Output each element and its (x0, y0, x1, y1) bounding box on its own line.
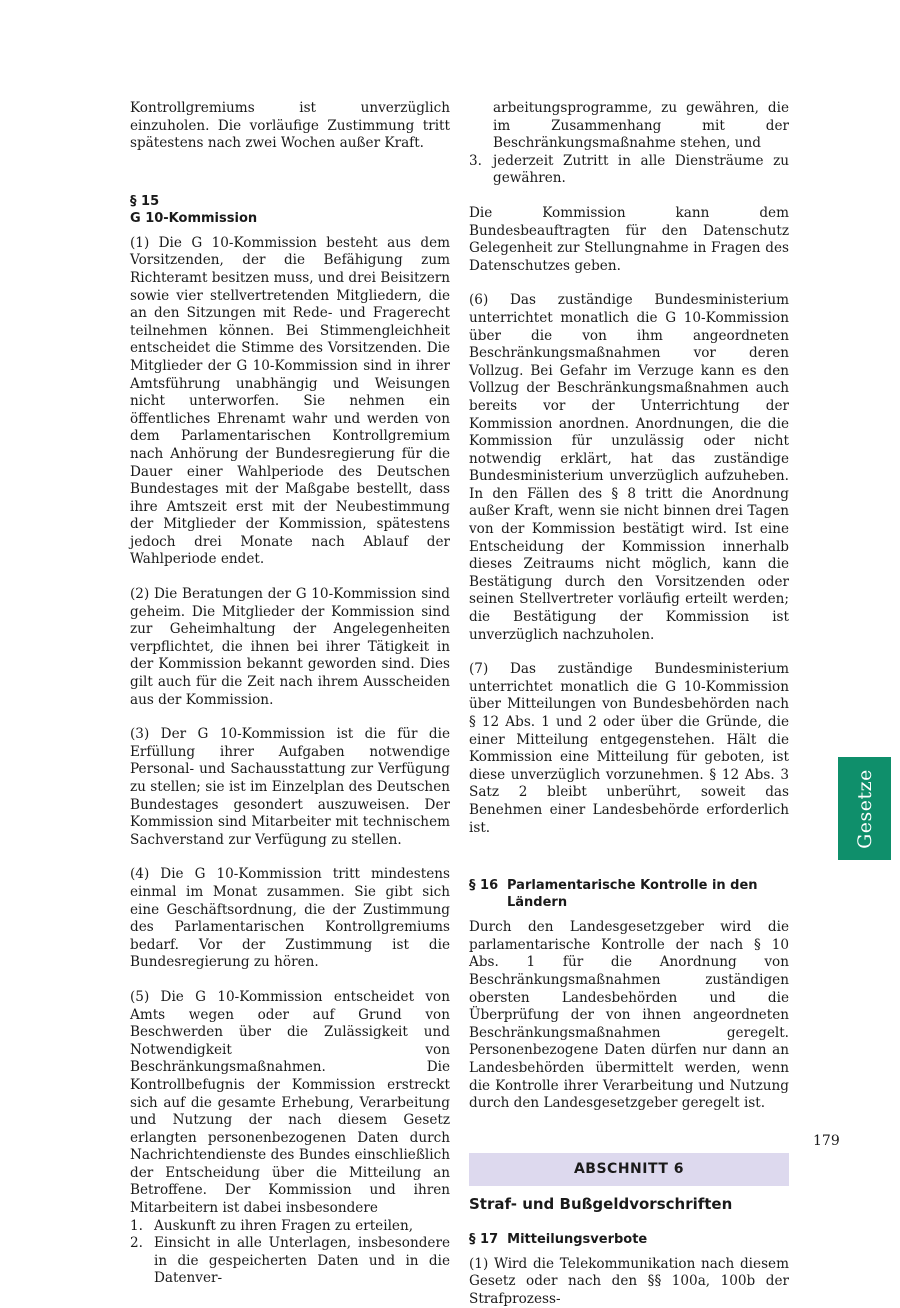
list-continuation (469, 153, 789, 188)
paragraph-2: (2) Die Beratungen der G 10-Kommission sind geheim. Die Mitglieder der Kommission sind zur Geheimhaltung der Angelegenheiten verpflichtet, die ihnen bei ihrer Tätigkeit in der Kommission bekannt geworden sind. Dies gilt auch für die Zeit nach ihrem Ausscheiden aus der Kommission. (130, 586, 450, 708)
abschnitt-banner: ABSCHNITT 6 (469, 1153, 789, 1186)
section-16-heading (469, 877, 789, 911)
section-16-body: Durch den Landesgesetzgeber wird die parlamentarische Kontrolle der nach § 10 Abs. 1 für die Anordnung von Beschränkungsmaßnahmen zuständigen obersten Landesbehörden und die Überprüfung der von ihnen angeordneten Beschränkungsmaßnahmen geregelt. Personenbezogene Daten dürfen nur dann an Landesbehörden übermittelt werden, wenn die Kontrolle ihrer Verarbeitung und Nutzung durch den Landesgesetzgeber geregelt ist. (469, 919, 789, 1112)
paragraph-7: (7) Das zuständige Bundesministerium unterrichtet monatlich die G 10-Kommission über Mitteilungen von Bundesbehörden nach § 12 Abs. 1 und 2 oder über die Gründe, die einer Mitteilung entgegenstehen. Hält die Kommission eine Mitteilung für geboten, ist diese unverzüglich vorzunehmen. § 12 Abs. 3 Satz 2 bleibt unberührt, soweit das Benehmen einer Landesbehörde erforderlich ist. (469, 661, 789, 836)
list-item-number: 1. (130, 1217, 143, 1234)
paragraph-5-list (130, 1218, 450, 1288)
chapter-side-tab (838, 757, 891, 860)
list-item (130, 1218, 450, 1236)
paragraph-4: (4) Die G 10-Kommission tritt mindestens einmal im Monat zusammen. Sie gibt sich eine Geschäftsordnung, die der Zustimmung des Parlamentarischen Kontrollgremiums bedarf. Vor der Zustimmung ist die Bundesregierung zu hören. (130, 866, 450, 971)
paragraph-1: (1) Die G 10-Kommission besteht aus dem Vorsitzenden, der die Befähigung zum Richteramt besitzen muss, und drei Beisitzern sowie vier stellvertretenden Mitgliedern, die an den Sitzungen mit Rede- und Fragerecht teilnehmen können. Bei Stimmengleichheit entscheidet die Stimme des Vorsitzenden. Die Mitglieder der G 10-Kommission sind in ihrer Amtsführung unabhängig und Weisungen nicht unterworfen. Sie nehmen ein öffentliches Ehrenamt wahr und werden von dem Parlamentarischen Kontrollgremium nach Anhörung der Bundesregierung für die Dauer einer Wahlperiode des Deutschen Bundestages mit der Maßgabe bestellt, dass ihre Amtszeit erst mit der Neubestimmung der Mitglieder der Kommission, spätestens jedoch drei Monate nach Ablauf der Wahlperiode endet. (130, 234, 450, 568)
section-17-body: (1) Wird die Telekommunikation nach diesem Gesetz oder nach den §§ 100a, 100b der Strafprozess- (469, 1255, 789, 1307)
section-17-heading: § 17 Mitteilungsverbote (469, 1231, 648, 1247)
paragraph-5-end: Die Kommission kann dem Bundesbeauftragten für den Datenschutz Gelegenheit zur Stellungnahme in Fragen des Datenschutzes geben. (469, 204, 789, 274)
paragraph-6: (6) Das zuständige Bundesministerium unterrichtet monatlich die G 10-Kommission über die von ihm angeordneten Beschränkungsmaßnahmen vor deren Vollzug. Bei Gefahr im Verzuge kann es den Vollzug der Beschränkungsmaßnahmen auch bereits vor der Unterrichtung der Kommission anordnen. Anordnungen, die die Kommission für unzulässig oder nicht notwendig erklärt, hat das zuständige Bundesministerium unverzüglich aufzuheben. In den Fällen des § 8 tritt die Anordnung außer Kraft, wenn sie nicht binnen drei Tagen von der Kommission bestätigt wird. Ist eine Entscheidung der Kommission innerhalb dieses Zeitraums nicht möglich, kann die Bestätigung durch den Vorsitzenden oder seinen Stellvertreter vorläufig erteilt werden; die Bestätigung der Kommission ist unverzüglich nachzuholen. (469, 292, 789, 643)
page-number: 179 (813, 1133, 840, 1149)
list-item-text: Auskunft zu ihren Fragen zu erteilen, (154, 1217, 414, 1234)
chapter-title: Straf- und Bußgeldvorschriften (469, 1194, 733, 1213)
list-item (130, 1235, 450, 1288)
list-item-text: Einsicht in alle Unterlagen, insbesondere in die gespeicherten Daten und in die Datenver- (154, 1235, 450, 1287)
list-item (469, 153, 789, 188)
section-15-number: § 15 (130, 193, 160, 209)
side-tab-label: Gesetze (853, 768, 876, 849)
list-item-number: 3. (469, 152, 482, 169)
intro-paragraph: Kontrollgremiums ist unverzüglich einzuholen. Die vorläufige Zustimmung tritt spätestens nach zwei Wochen außer Kraft. (130, 100, 450, 152)
left-column (130, 100, 450, 1288)
paragraph-5: (5) Die G 10-Kommission entscheidet von Amts wegen oder auf Grund von Beschwerden über die Zulässigkeit und Notwendigkeit von Beschränkungsmaßnahmen. Die Kontrollbefugnis der Kommission erstreckt sich auf die gesamte Erhebung, Verarbeitung und Nutzung der nach diesem Gesetz erlangten personenbezogenen Daten durch Nachrichtendienste des Bundes einschließlich der Entscheidung über die Mitteilung an Betroffene. Der Kommission und ihren Mitarbeitern ist dabei insbesondere (130, 988, 450, 1217)
section-15-title: G 10-Kommission (130, 210, 258, 226)
list-item-number: 2. (130, 1235, 143, 1252)
list-item-2-continuation: arbeitungsprogramme, zu gewähren, die im Zusammenhang mit der Beschränkungsmaßnahme stehen, und (493, 100, 789, 152)
right-column (469, 100, 789, 1308)
list-item-text: jederzeit Zutritt in alle Diensträume zu gewähren. (493, 152, 789, 187)
section-16-title: Parlamentarische Kontrolle in den Ländern (507, 878, 758, 911)
section-16-number: § 16 (469, 878, 499, 894)
paragraph-3: (3) Der G 10-Kommission ist die für die Erfüllung ihrer Aufgaben notwendige Personal- und Sachausstattung zur Verfügung zu stellen; sie ist im Einzelplan des Deutschen Bundestages gesondert auszuweisen. Der Kommission sind Mitarbeiter mit technischem Sachverstand zur Verfügung zu stellen. (130, 726, 450, 848)
